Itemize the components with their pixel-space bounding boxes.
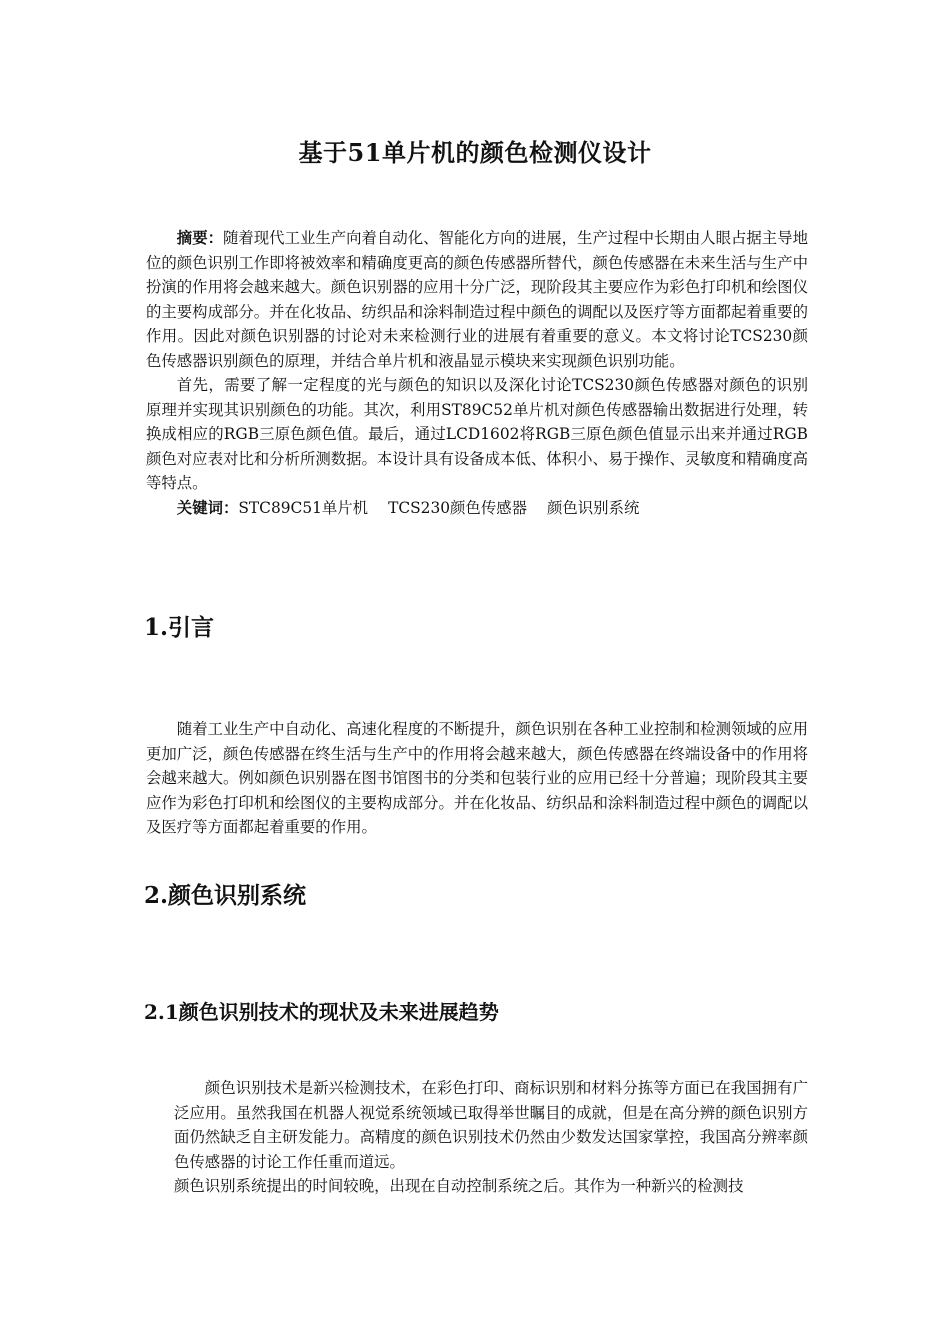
abstract-paragraph-2: 首先，需要了解一定程度的光与颜色的知识以及深化讨论TCS230颜色传感器对颜色的识别原理并实现其识别颜色的功能。其次，利用ST89C52单片机对颜色传感器输出数据进行处理，转换成相应的RGB三原色颜色值。最后，通过LCD1602将RGB三原色颜色值显示出来并通过RGB颜色对应表对比和分析所测数据。本设计具有设备成本低、体积小、易于操作、灵敏度和精确度高等特点。 [146, 376, 808, 492]
section-2-1-body [174, 1076, 808, 1199]
keywords-label: 关键词： [176, 498, 239, 517]
section-1-paragraph: 随着工业生产中自动化、高速化程度的不断提升，颜色识别在各种工业控制和检测领域的应用更加广泛，颜色传感器在终生活与生产中的作用将会越来越大，颜色传感器在终端设备中的作用将会越来越大。例如颜色识别器在图书馆图书的分类和包装行业的应用已经十分普遍；现阶段其主要应作为彩色打印机和绘图仪的主要构成部分。并在化妆品、纺织品和涂料制造过程中颜色的调配以及医疗等方面都起着重要的作用。 [146, 720, 808, 836]
keyword-3: 颜色识别系统 [547, 498, 640, 517]
section-2-heading: 2.颜色识别系统 [144, 882, 307, 909]
section-2-1-paragraph-2: 颜色识别系统提出的时间较晚，出现在自动控制系统之后。其作为一种新兴的检测技 [174, 1177, 744, 1195]
section-2-1-paragraph-1: 颜色识别技术是新兴检测技术，在彩色打印、商标识别和材料分拣等方面已在我国拥有广泛应用。虽然我国在机器人视觉系统领域已取得举世瞩目的成就，但是在高分辨的颜色识别方面仍然缺乏自主研发能力。高精度的颜色识别技术仍然由少数发达国家掌控，我国高分辨率颜色传感器的讨论工作任重而道远。 [174, 1079, 808, 1171]
keyword-1: STC89C51单片机 [238, 498, 369, 517]
abstract-paragraph-1 [146, 226, 808, 373]
section-1-heading: 1.引言 [144, 614, 215, 641]
section-1-body [146, 717, 808, 840]
abstract-block [146, 226, 808, 520]
document-title: 基于51单片机的颜色检测仪设计 [298, 138, 652, 167]
abstract-text-1: 随着现代工业生产向着自动化、智能化方向的进展，生产过程中长期由人眼占据主导地位的颜色识别工作即将被效率和精确度更高的颜色传感器所替代，颜色传感器在未来生活与生产中扮演的作用将会越来越大。颜色识别器的应用十分广泛，现阶段其主要应作为彩色打印机和绘图仪的主要构成部分。并在化妆品、纺织品和涂料制造过程中颜色的调配以及医疗等方面都起着重要的作用。因此对颜色识别器的讨论对未来检测行业的进展有着重要的意义。本文将讨论TCS230颜色传感器识别颜色的原理，并结合单片机和液晶显示模块来实现颜色识别功能。 [146, 229, 808, 370]
keywords-line [146, 496, 808, 521]
abstract-label: 摘要： [176, 229, 223, 247]
keyword-2: TCS230颜色传感器 [388, 498, 527, 517]
section-2-1-heading: 2.1颜色识别技术的现状及未来进展趋势 [144, 1000, 499, 1024]
